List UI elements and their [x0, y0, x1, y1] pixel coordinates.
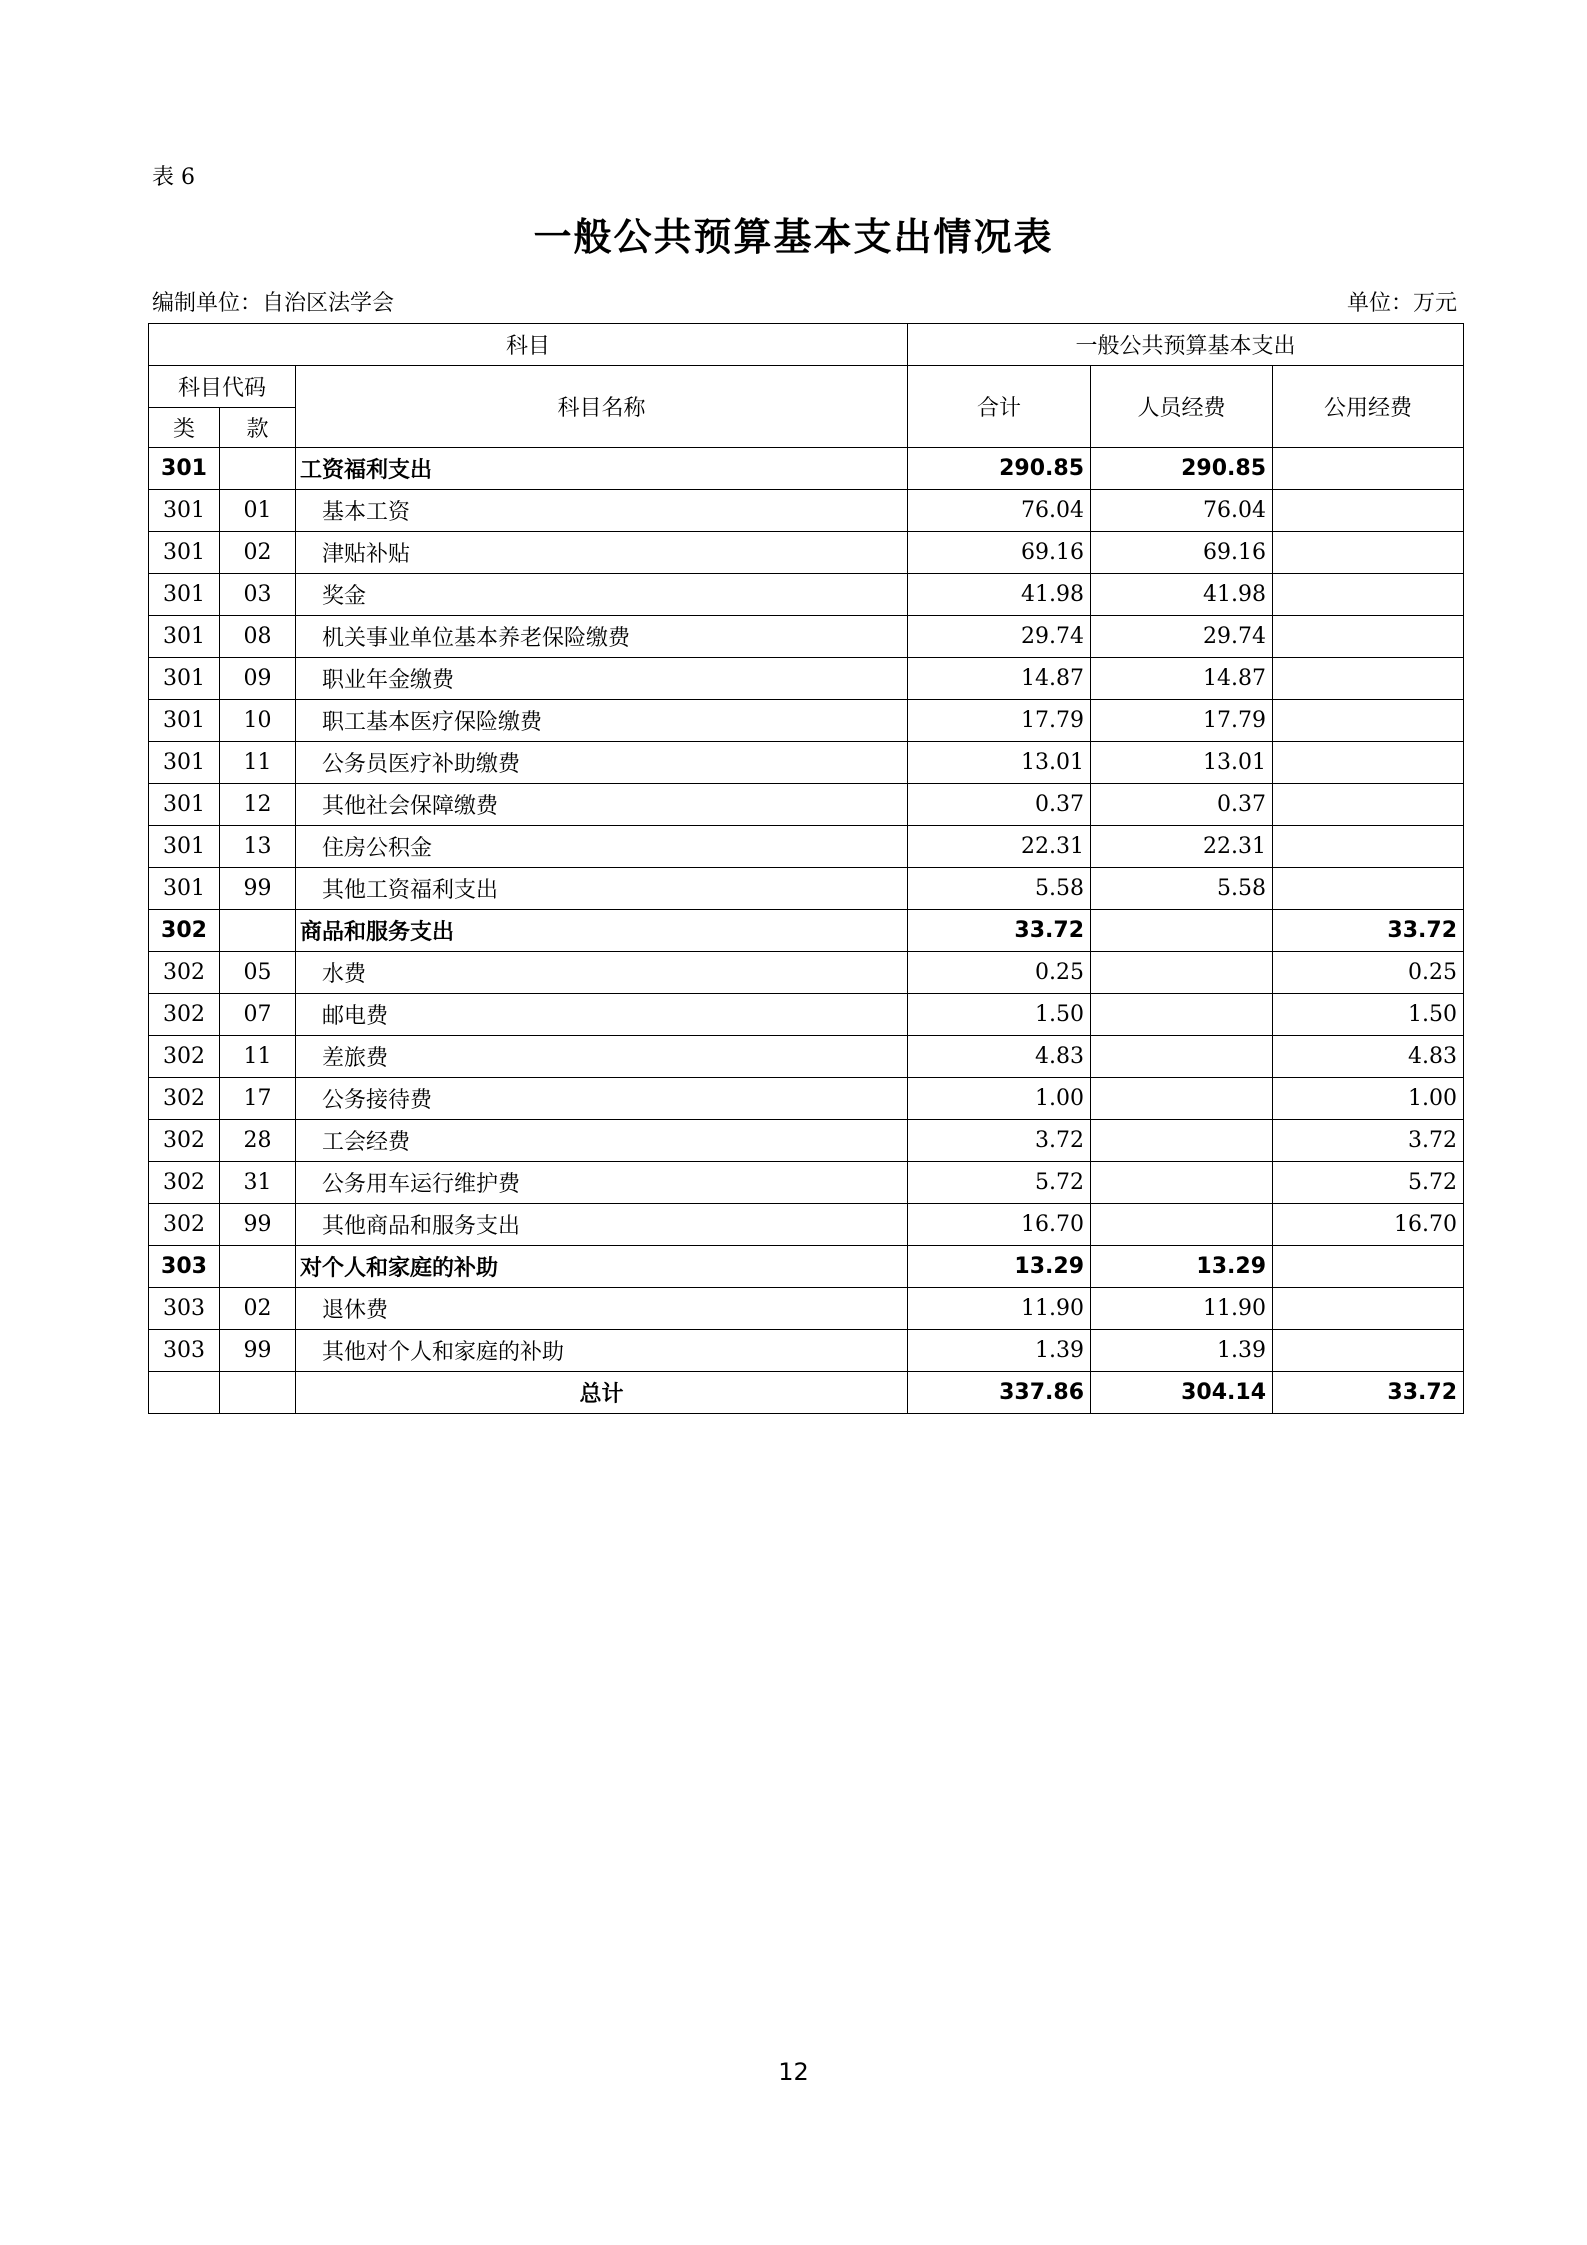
personnel-cell	[1091, 952, 1273, 994]
total-cell: 11.90	[908, 1288, 1091, 1330]
personnel-cell: 17.79	[1091, 700, 1273, 742]
category-code-cell: 301	[149, 574, 220, 616]
public-cell: 4.83	[1273, 1036, 1464, 1078]
category-code-cell: 301	[149, 826, 220, 868]
personnel-cell: 76.04	[1091, 490, 1273, 532]
item-code-cell: 11	[220, 1036, 296, 1078]
item-code-cell	[220, 448, 296, 490]
item-code-cell: 03	[220, 574, 296, 616]
table-row	[149, 658, 1464, 700]
personnel-cell	[1091, 1162, 1273, 1204]
table-row	[149, 1330, 1464, 1372]
category-code-cell: 303	[149, 1330, 220, 1372]
table-row	[149, 910, 1464, 952]
header-category: 类	[149, 408, 220, 448]
empty-cell	[220, 1372, 296, 1414]
table-row	[149, 1288, 1464, 1330]
total-cell: 13.01	[908, 742, 1091, 784]
empty-cell	[149, 1372, 220, 1414]
table-row	[149, 616, 1464, 658]
public-cell	[1273, 1246, 1464, 1288]
table-number-label: 表 6	[152, 165, 195, 190]
subject-name-cell: 机关事业单位基本养老保险缴费	[296, 616, 908, 658]
table-row	[149, 868, 1464, 910]
budget-table	[148, 323, 1464, 1414]
subject-name-cell: 工资福利支出	[296, 448, 908, 490]
table-row	[149, 448, 1464, 490]
page-title: 一般公共预算基本支出情况表	[533, 214, 1054, 259]
subject-name-cell: 公务员医疗补助缴费	[296, 742, 908, 784]
public-cell	[1273, 700, 1464, 742]
subject-name-cell: 其他工资福利支出	[296, 868, 908, 910]
total-cell: 69.16	[908, 532, 1091, 574]
category-code-cell: 302	[149, 952, 220, 994]
total-cell: 1.39	[908, 1330, 1091, 1372]
personnel-cell: 22.31	[1091, 826, 1273, 868]
category-code-cell: 301	[149, 784, 220, 826]
total-cell: 14.87	[908, 658, 1091, 700]
item-code-cell: 11	[220, 742, 296, 784]
personnel-cell: 29.74	[1091, 616, 1273, 658]
total-cell: 33.72	[908, 910, 1091, 952]
total-cell: 1.00	[908, 1078, 1091, 1120]
subject-name-cell: 公务用车运行维护费	[296, 1162, 908, 1204]
public-cell	[1273, 826, 1464, 868]
table-row	[149, 994, 1464, 1036]
subject-name-cell: 职业年金缴费	[296, 658, 908, 700]
personnel-cell: 13.01	[1091, 742, 1273, 784]
personnel-cell	[1091, 910, 1273, 952]
subject-name-cell: 其他社会保障缴费	[296, 784, 908, 826]
subject-name-cell: 商品和服务支出	[296, 910, 908, 952]
subject-name-cell: 退休费	[296, 1288, 908, 1330]
personnel-cell	[1091, 1036, 1273, 1078]
personnel-cell: 41.98	[1091, 574, 1273, 616]
subject-name-cell: 对个人和家庭的补助	[296, 1246, 908, 1288]
currency-unit: 单位：万元	[1346, 291, 1457, 316]
public-cell: 0.25	[1273, 952, 1464, 994]
header-row-2	[149, 366, 1464, 408]
total-cell: 41.98	[908, 574, 1091, 616]
table-row	[149, 826, 1464, 868]
category-code-cell: 303	[149, 1288, 220, 1330]
personnel-cell	[1091, 1120, 1273, 1162]
personnel-cell: 13.29	[1091, 1246, 1273, 1288]
total-cell: 16.70	[908, 1204, 1091, 1246]
compiling-unit: 编制单位：自治区法学会	[152, 291, 395, 316]
category-code-cell: 302	[149, 1036, 220, 1078]
total-cell: 1.50	[908, 994, 1091, 1036]
header-general-budget: 一般公共预算基本支出	[908, 324, 1464, 366]
category-code-cell: 302	[149, 910, 220, 952]
public-cell: 33.72	[1273, 910, 1464, 952]
category-code-cell: 303	[149, 1246, 220, 1288]
public-cell	[1273, 1288, 1464, 1330]
header-subject: 科目	[149, 324, 908, 366]
grand-total-personnel: 304.14	[1091, 1372, 1273, 1414]
table-row	[149, 532, 1464, 574]
personnel-cell	[1091, 1078, 1273, 1120]
subject-name-cell: 职工基本医疗保险缴费	[296, 700, 908, 742]
personnel-cell	[1091, 994, 1273, 1036]
public-cell: 16.70	[1273, 1204, 1464, 1246]
public-cell	[1273, 490, 1464, 532]
personnel-cell: 69.16	[1091, 532, 1273, 574]
category-code-cell: 301	[149, 448, 220, 490]
category-code-cell: 302	[149, 1162, 220, 1204]
item-code-cell	[220, 910, 296, 952]
public-cell	[1273, 742, 1464, 784]
subject-name-cell: 奖金	[296, 574, 908, 616]
table-row	[149, 1204, 1464, 1246]
personnel-cell	[1091, 1204, 1273, 1246]
category-code-cell: 301	[149, 742, 220, 784]
grand-total-row	[149, 1372, 1464, 1414]
subject-name-cell: 差旅费	[296, 1036, 908, 1078]
item-code-cell: 08	[220, 616, 296, 658]
item-code-cell: 09	[220, 658, 296, 700]
total-cell: 0.25	[908, 952, 1091, 994]
subject-name-cell: 工会经费	[296, 1120, 908, 1162]
personnel-cell: 290.85	[1091, 448, 1273, 490]
item-code-cell: 12	[220, 784, 296, 826]
category-code-cell: 301	[149, 616, 220, 658]
table-row	[149, 952, 1464, 994]
item-code-cell: 07	[220, 994, 296, 1036]
subject-name-cell: 基本工资	[296, 490, 908, 532]
public-cell	[1273, 532, 1464, 574]
table-row	[149, 784, 1464, 826]
header-code: 科目代码	[149, 366, 296, 408]
public-cell	[1273, 658, 1464, 700]
category-code-cell: 302	[149, 1204, 220, 1246]
header-total: 合计	[908, 366, 1091, 448]
grand-total-label: 总计	[296, 1372, 908, 1414]
page-number: 12	[778, 2058, 809, 2086]
table-row	[149, 1078, 1464, 1120]
table-row	[149, 1036, 1464, 1078]
total-cell: 17.79	[908, 700, 1091, 742]
item-code-cell: 13	[220, 826, 296, 868]
category-code-cell: 301	[149, 658, 220, 700]
item-code-cell: 02	[220, 532, 296, 574]
total-cell: 3.72	[908, 1120, 1091, 1162]
personnel-cell: 11.90	[1091, 1288, 1273, 1330]
item-code-cell: 99	[220, 1204, 296, 1246]
table-row	[149, 574, 1464, 616]
item-code-cell: 31	[220, 1162, 296, 1204]
total-cell: 13.29	[908, 1246, 1091, 1288]
personnel-cell: 14.87	[1091, 658, 1273, 700]
total-cell: 76.04	[908, 490, 1091, 532]
subject-name-cell: 其他对个人和家庭的补助	[296, 1330, 908, 1372]
table-row	[149, 1246, 1464, 1288]
item-code-cell: 17	[220, 1078, 296, 1120]
item-code-cell: 99	[220, 1330, 296, 1372]
subject-name-cell: 水费	[296, 952, 908, 994]
item-code-cell: 10	[220, 700, 296, 742]
public-cell: 1.50	[1273, 994, 1464, 1036]
public-cell	[1273, 1330, 1464, 1372]
subject-name-cell: 公务接待费	[296, 1078, 908, 1120]
header-name: 科目名称	[296, 366, 908, 448]
total-cell: 4.83	[908, 1036, 1091, 1078]
personnel-cell: 5.58	[1091, 868, 1273, 910]
personnel-cell: 0.37	[1091, 784, 1273, 826]
header-personnel: 人员经费	[1091, 366, 1273, 448]
total-cell: 29.74	[908, 616, 1091, 658]
public-cell	[1273, 448, 1464, 490]
public-cell	[1273, 868, 1464, 910]
public-cell	[1273, 616, 1464, 658]
category-code-cell: 302	[149, 1120, 220, 1162]
subject-name-cell: 住房公积金	[296, 826, 908, 868]
header-item: 款	[220, 408, 296, 448]
item-code-cell	[220, 1246, 296, 1288]
item-code-cell: 02	[220, 1288, 296, 1330]
personnel-cell: 1.39	[1091, 1330, 1273, 1372]
table-row	[149, 490, 1464, 532]
public-cell: 5.72	[1273, 1162, 1464, 1204]
table-row	[149, 700, 1464, 742]
category-code-cell: 301	[149, 532, 220, 574]
table-row	[149, 1120, 1464, 1162]
category-code-cell: 301	[149, 700, 220, 742]
item-code-cell: 99	[220, 868, 296, 910]
total-cell: 5.58	[908, 868, 1091, 910]
table-row	[149, 1162, 1464, 1204]
header-row-1	[149, 324, 1464, 366]
subject-name-cell: 其他商品和服务支出	[296, 1204, 908, 1246]
total-cell: 5.72	[908, 1162, 1091, 1204]
total-cell: 22.31	[908, 826, 1091, 868]
public-cell	[1273, 784, 1464, 826]
public-cell	[1273, 574, 1464, 616]
grand-total-public: 33.72	[1273, 1372, 1464, 1414]
total-cell: 290.85	[908, 448, 1091, 490]
subject-name-cell: 津贴补贴	[296, 532, 908, 574]
item-code-cell: 05	[220, 952, 296, 994]
header-public: 公用经费	[1273, 366, 1464, 448]
grand-total-total: 337.86	[908, 1372, 1091, 1414]
subject-name-cell: 邮电费	[296, 994, 908, 1036]
total-cell: 0.37	[908, 784, 1091, 826]
public-cell: 3.72	[1273, 1120, 1464, 1162]
category-code-cell: 301	[149, 490, 220, 532]
public-cell: 1.00	[1273, 1078, 1464, 1120]
category-code-cell: 302	[149, 1078, 220, 1120]
category-code-cell: 301	[149, 868, 220, 910]
category-code-cell: 302	[149, 994, 220, 1036]
item-code-cell: 01	[220, 490, 296, 532]
item-code-cell: 28	[220, 1120, 296, 1162]
table-row	[149, 742, 1464, 784]
